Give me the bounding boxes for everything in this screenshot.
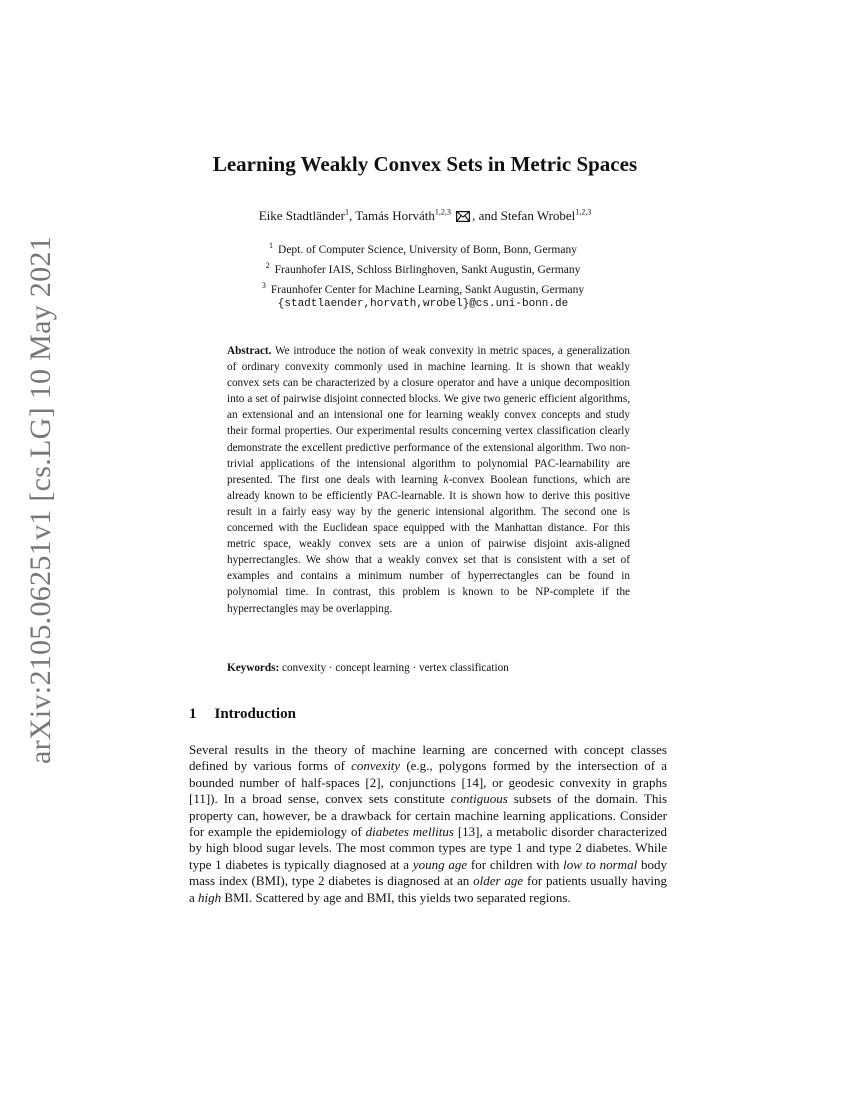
section-title: Introduction <box>214 706 296 722</box>
affiliation-text: Fraunhofer Center for Machine Learning, Sankt Augustin, Germany <box>270 283 585 296</box>
body-text: [13], a metabolic disorder characterized by high blood sugar levels. The most common types are type 1 and type 2 diabetes. While type 1 diabetes is typically diagnosed at a <box>189 824 668 872</box>
affiliation <box>228 238 618 258</box>
abstract <box>227 343 630 617</box>
abstract-text: -convex Boolean functions, which are already known to be efficiently PAC-learnable. It is shown how to derive this positive result in a fairly easy way by the generic intensional algorithm. The second one is concerned with the Euclidean space equipped with the Manhattan distance. For this metric space, weakly convex sets are a union of pairwise disjoint axis-aligned hyperrectangles. We show that a weakly convex set that is consistent with a set of examples and contains a minimum number of hyperrectangles can be found in polynomial time. In contrast, this problem is known to be NP-complete if the hyperrectangles may be overlapping. <box>227 473 631 615</box>
affiliation <box>228 278 618 298</box>
intro-paragraph <box>189 742 667 906</box>
body-text: Several results in the theory of machine learning are concerned with concept classes defined by various forms of <box>189 742 667 774</box>
author-name: Stefan Wrobel <box>500 208 576 223</box>
body-emphasis: older age <box>473 873 524 889</box>
envelope-icon[interactable] <box>456 210 470 226</box>
keywords-label: Keywords: <box>227 662 280 674</box>
section-heading <box>189 706 296 723</box>
body-emphasis: contiguous <box>450 791 508 807</box>
affiliation-list <box>228 238 618 312</box>
body-text: (e.g., polygons formed by the intersection of a bounded number of half-spaces [2], conjunctions [14], or geodesic convexity in graphs [11]). In a broad sense, convex sets constitute <box>189 758 667 807</box>
affiliation-text: Dept. of Computer Science, University of Bonn, Bonn, Germany <box>278 243 577 256</box>
body-emphasis: high <box>198 889 222 905</box>
body-text: body mass index (BMI), type 2 diabetes is diagnosed at an <box>189 856 667 889</box>
paper-title: Learning Weakly Convex Sets in Metric Spaces <box>212 152 638 176</box>
body-text: BMI. Scattered by age and BMI, this yields two separated regions. <box>221 889 571 905</box>
author-separator: , <box>348 208 356 223</box>
section-number: 1 <box>189 706 197 722</box>
author-name: Eike Stadtländer <box>258 208 345 223</box>
arxiv-sidebar <box>16 236 66 764</box>
author-affiliation-mark: 1,2,3 <box>434 207 451 217</box>
author-affiliation-mark: 1 <box>344 207 349 217</box>
affiliation-number: 3 <box>261 280 266 290</box>
body-emphasis: low to normal <box>563 856 638 872</box>
affiliation-number: 1 <box>269 241 274 250</box>
arxiv-identifier: arXiv:2105.06251v1 [cs.LG] 10 May 2021 <box>24 236 57 764</box>
keywords-text: convexity · concept learning · vertex classification <box>279 662 509 674</box>
email-address[interactable]: {stadtlaender,horvath,wrobel}@cs.uni-bonn.de <box>277 298 569 311</box>
body-emphasis: young age <box>412 856 468 872</box>
body-text: for children with <box>467 856 564 872</box>
keywords <box>227 660 630 676</box>
body-text: subsets of the domain. This property can, however, be a drawback for certain machine learning applications. Consider for example the epidemiology of <box>189 791 667 840</box>
abstract-text: We introduce the notion of weak convexity in metric spaces, a generalization of ordinary convexity commonly used in machine learning. It is shown that weakly convex sets can be characterized by a closure operator and have a unique decomposition into a set of pairwise disjoint connected blocks. We give two generic efficient algorithms, an extensional and an intensional one for learning weakly convex concepts and study their formal properties. Our experimental results concerning vertex classification clearly demonstrate the excellent predictive performance of the extensional algorithm. Two non-trivial applications of the intensional algorithm to polynomial PAC-learnability are presented. The first one deals with learning <box>227 345 630 486</box>
author-list <box>0 208 850 226</box>
body-emphasis: convexity <box>351 758 401 774</box>
author-separator: , and <box>472 208 501 223</box>
affiliation-number: 2 <box>265 260 270 270</box>
body-text: for patients usually having a <box>189 873 668 905</box>
author-affiliation-mark: 1,2,3 <box>575 207 592 217</box>
body-emphasis: diabetes mellitus <box>365 824 454 840</box>
abstract-label: Abstract. <box>227 345 272 357</box>
author-name: Tamás Horváth <box>355 208 435 223</box>
abstract-math-k: k <box>443 473 449 486</box>
affiliation-text: Fraunhofer IAIS, Schloss Birlinghoven, Sankt Augustin, Germany <box>274 263 581 276</box>
affiliation <box>228 258 618 278</box>
